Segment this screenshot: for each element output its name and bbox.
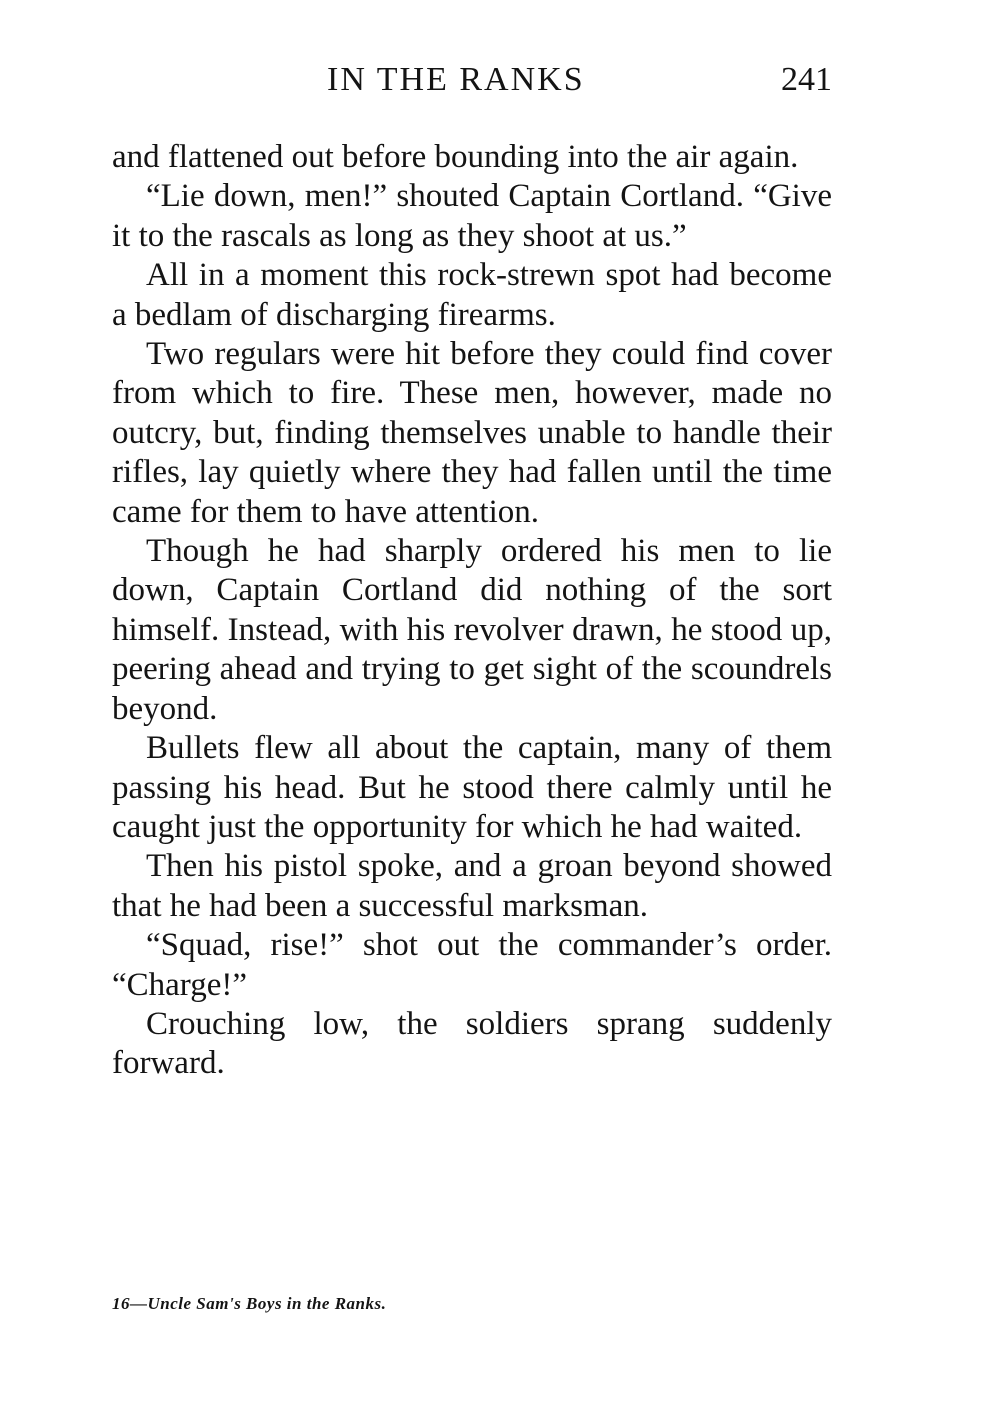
paragraph: Bullets flew all about the captain, many of them passing his head. But he stood there calmly until he caught just the opportunity for which he had waited. [112,730,832,845]
body-text [112,138,832,1084]
printer-signature: 16—Uncle Sam's Boys in the Ranks. [112,1294,387,1313]
paragraph: Then his pistol spoke, and a groan beyond showed that he had been a successful marksman. [112,848,832,924]
running-title: IN THE RANKS [327,61,585,98]
paragraph: “Lie down, men!” shouted Captain Cortland. “Give it to the rascals as long as they shoot at us.” [112,178,832,254]
running-head [112,58,832,106]
paragraph: and flattened out before bounding into the air again. [112,139,799,175]
paragraph: Two regulars were hit before they could find cover from which to fire. These men, however, made no outcry, but, finding themselves unable to handle their rifles, lay quietly where they had fallen until the time came for them to have attention. [112,336,832,530]
paragraph: Crouching low, the soldiers sprang suddenly forward. [112,1005,832,1082]
paragraph: Though he had sharply ordered his men to lie down, Captain Cortland did nothing of the sort himself. Instead, with his revolver drawn, he stood up, peering ahead and trying to get sight of the scoundrels beyond. [112,533,832,727]
paragraph: “Squad, rise!” shot out the commander’s order. “Charge!” [112,927,832,1003]
page-number: 241 [781,61,832,98]
paragraph: All in a moment this rock-strewn spot had become a bedlam of discharging firearms. [112,257,832,333]
